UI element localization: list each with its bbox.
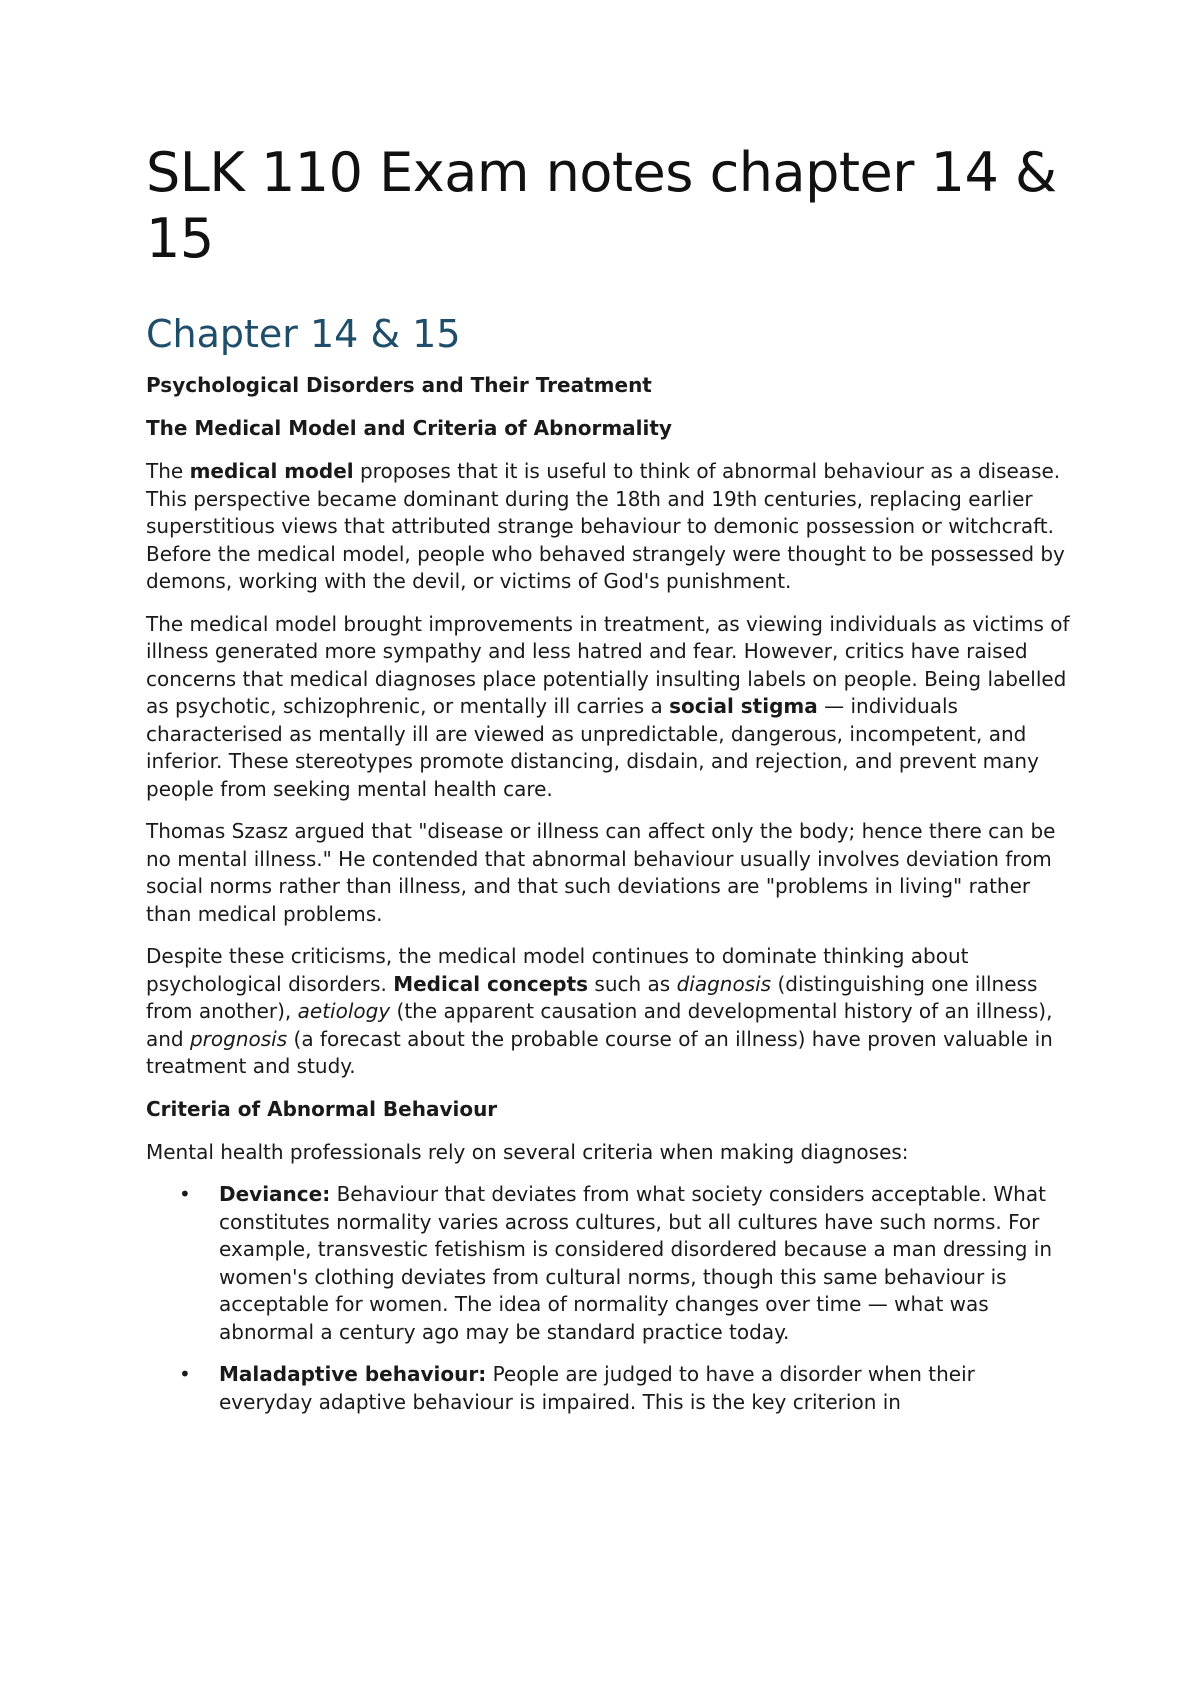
term-maladaptive-behaviour: Maladaptive behaviour: bbox=[219, 1362, 487, 1386]
term-deviance: Deviance: bbox=[219, 1182, 331, 1206]
paragraph-medical-model: The medical model proposes that it is useful to think of abnormal behaviour as a disease. This perspective became dominant during the 18th and 19th centuries, replacing earlier superstitious views that attributed strange behaviour to demonic possession or witchcraft. Before the medical model, people who behaved strangely were thought to be possessed by demons, working with the devil, or victims of God's punishment. bbox=[146, 459, 1065, 593]
paragraph-social-stigma: The medical model brought improvements in treatment, as viewing individuals as victims of illness generated more sympathy and less hatred and fear. However, critics have raised concerns that medical diagnoses place potentially insulting labels on people. Being labelled as psychotic, schizophrenic, or mentally ill carries a social stigma — individuals characterised as mentally ill are viewed as unpredictable, dangerous, incompetent, and inferior. These stereotypes promote distancing, disdain, and rejection, and prevent many people from seeking mental health care. bbox=[146, 611, 1070, 801]
section-heading-criteria: Criteria of Abnormal Behaviour bbox=[146, 1096, 498, 1121]
chapter-heading: Chapter 14 & 15 bbox=[146, 312, 461, 356]
term-medical-model: medical model bbox=[189, 459, 354, 483]
term-diagnosis: diagnosis bbox=[676, 971, 772, 996]
bullet-icon: • bbox=[179, 1362, 191, 1386]
paragraph-szasz: Thomas Szasz argued that "disease or illness can affect only the body; hence there can be no mental illness." He contended that abnormal behaviour usually involves deviation from social norms rather than illness, and that such deviations are "problems in living" rather than medical problems. bbox=[146, 819, 1056, 926]
document-page bbox=[146, 140, 1070, 1431]
paragraph-criteria-intro: Mental health professionals rely on several criteria when making diagnoses: bbox=[146, 1139, 909, 1164]
term-medical-concepts: Medical concepts bbox=[393, 971, 589, 996]
subheading-disorders: Psychological Disorders and Their Treatment bbox=[146, 373, 652, 397]
list-item: • Deviance: Behaviour that deviates from what society considers acceptable. What constitutes normality varies across cultures, but all cultures have such norms. For example, transvestic fetishism is considered disordered because a man dressing in women's clothing deviates from cultural norms, though this same behaviour is acceptable for women. The idea of normality changes over time — what was abnormal a century ago may be standard practice today. bbox=[179, 1182, 1052, 1344]
criteria-list bbox=[146, 1181, 1070, 1416]
term-prognosis: prognosis bbox=[189, 1026, 288, 1051]
paragraph-medical-concepts: Despite these criticisms, the medical model continues to dominate thinking about psychological disorders. Medical concepts such as diagnosis (distinguishing one illness from another), aetiology (the apparent causation and developmental history of an illness), and prognosis (a forecast about the probable course of an illness) have proven valuable in treatment and study. bbox=[146, 944, 1053, 1078]
document-title: SLK 110 Exam notes chapter 14 & 15 bbox=[146, 141, 1057, 270]
list-item: • Maladaptive behaviour: People are judged to have a disorder when their everyday adaptive behaviour is impaired. This is the key criterion in bbox=[179, 1362, 975, 1414]
section-heading-medical-model: The Medical Model and Criteria of Abnormality bbox=[146, 416, 672, 440]
term-aetiology: aetiology bbox=[297, 999, 391, 1023]
bullet-icon: • bbox=[179, 1182, 191, 1206]
term-social-stigma: social stigma bbox=[669, 694, 818, 718]
